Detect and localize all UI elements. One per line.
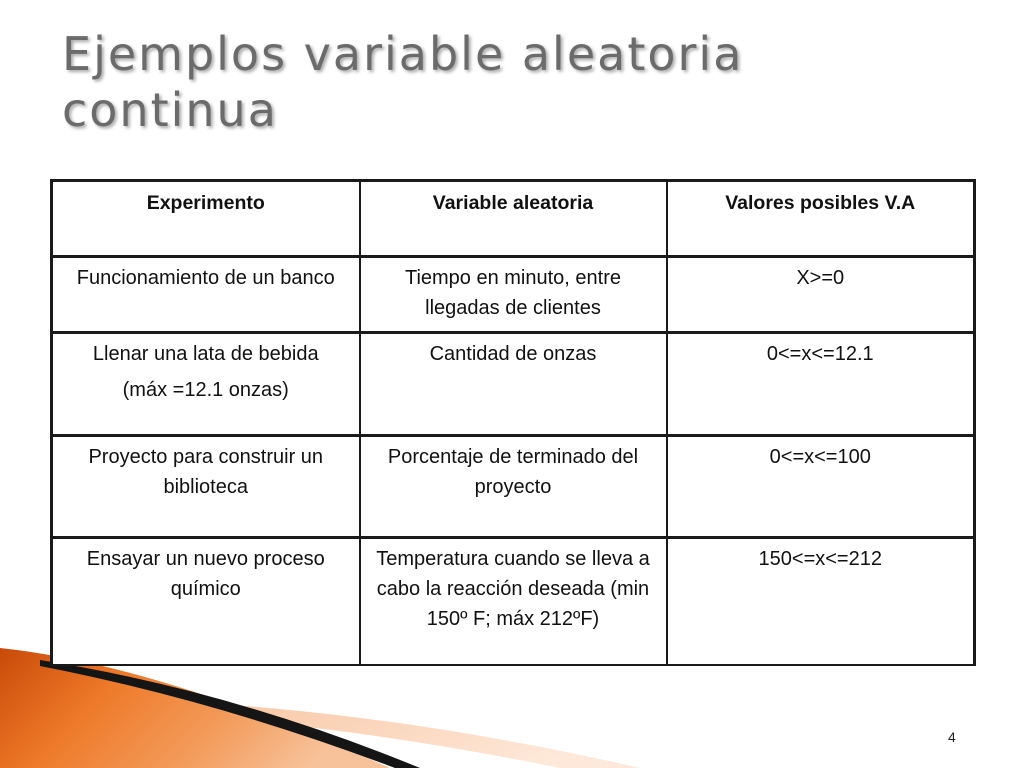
header-valores-posibles: Valores posibles V.A — [667, 181, 975, 257]
cell-variable: Cantidad de onzas — [360, 333, 667, 436]
table-row — [52, 257, 975, 333]
table-row — [52, 333, 975, 436]
cell-variable: Tiempo en minuto, entre llegadas de clientes — [360, 257, 667, 333]
header-variable-aleatoria: Variable aleatoria — [360, 181, 667, 257]
slide-title-line-1: Ejemplos variable aleatoria — [62, 27, 744, 81]
table-header-row — [52, 181, 975, 257]
cell-valores: 0<=x<=12.1 — [667, 333, 975, 436]
cell-valores: 150<=x<=212 — [667, 538, 975, 665]
cell-experimento — [52, 333, 360, 436]
page-number: 4 — [948, 729, 956, 745]
cell-experimento: Proyecto para construir un biblioteca — [52, 436, 360, 538]
cell-experimento: Funcionamiento de un banco — [52, 257, 360, 333]
cell-variable: Porcentaje de terminado del proyecto — [360, 436, 667, 538]
cell-experimento-line-1: Llenar una lata de bebida — [92, 343, 319, 365]
slide-title-line-2: continua — [62, 83, 278, 137]
cell-valores: 0<=x<=100 — [667, 436, 975, 538]
table-row — [52, 436, 975, 538]
table-row — [52, 538, 975, 665]
header-experimento: Experimento — [52, 181, 360, 257]
cell-valores: X>=0 — [667, 257, 975, 333]
cell-experimento-line-2: (máx =12.1 onzas) — [122, 379, 289, 401]
cell-variable: Temperatura cuando se lleva a cabo la reacción deseada (min 150º F; máx 212ºF) — [360, 538, 667, 665]
random-variable-table — [50, 179, 976, 666]
cell-experimento: Ensayar un nuevo proceso químico — [52, 538, 360, 665]
